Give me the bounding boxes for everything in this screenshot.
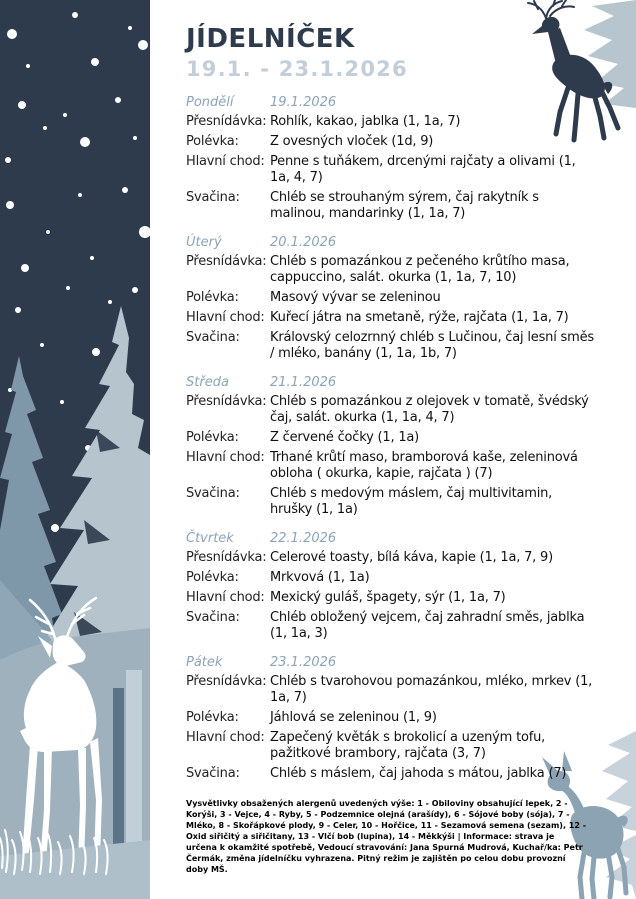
day-header: [186, 375, 596, 391]
winter-scene-sidebar: [0, 0, 150, 899]
meal-value: Chléb se strouhaným sýrem, čaj rakytník s malinou, mandarinky (1, 1a, 7): [270, 190, 539, 221]
allergen-info-footer: Vysvětlivky obsažených alergenů uvedených výše: 1 - Obiloviny obsahující lepek, 2 - Korýši, 3 - Vejce, 4 - Ryby, 5 - Podzemnice olejná (arašídy), 6 - Sójové boby (sója), 7 - Mléko, 8 - Skořápkové plody, 9 - Celer, 10 - Hořčice, 11 - Sezamová semena (sezam), 12 - Oxid siřičitý a siřičitany, 13 - Vlčí bob (lupina), 14 - Měkkýši | Informace: strava je určena k okamžité spotřebě, Vedoucí stravování: Jana Spurná Mudrová, Kuchař/ka: Petr Čermák, změna jídelníčku vyhrazena. Pitný režim je zajištěn po celou dobu provozní doby MŠ.: [186, 799, 587, 874]
meal-row: [186, 190, 596, 222]
meal-row: [186, 430, 596, 446]
day-date: 19.1.2026: [270, 95, 337, 110]
meal-row: [186, 290, 596, 306]
meal-row: [186, 766, 596, 782]
meal-row: [186, 590, 596, 606]
day-header: [186, 655, 596, 671]
meal-value: Chléb s pomazánkou z pečeného krůtího masa, cappuccino, salát. okurka (1, 1a, 7, 10): [270, 254, 570, 285]
meal-row: [186, 710, 596, 726]
day-date: 22.1.2026: [270, 531, 337, 546]
meal-row: [186, 134, 596, 150]
meal-value: Rohlík, kakao, jablka (1, 1a, 7): [270, 114, 461, 129]
meal-label: Přesnídávka:: [186, 394, 267, 409]
meal-value: Mexický guláš, špagety, sýr (1, 1a, 7): [270, 590, 506, 605]
meal-label: Svačina:: [186, 190, 240, 205]
day-name: Úterý: [186, 235, 222, 250]
meal-label: Polévka:: [186, 710, 239, 725]
menu-content: [186, 24, 596, 875]
meal-value: Mrkvová (1, 1a): [270, 570, 370, 585]
meal-row: [186, 114, 596, 130]
day-date: 21.1.2026: [270, 375, 337, 390]
meal-label: Přesnídávka:: [186, 674, 267, 689]
meal-value: Trhané krůtí maso, bramborová kaše, zeleninová obloha ( okurka, kapie, rajčata ) (7): [270, 450, 578, 481]
date-range-subtitle: 19.1. - 23.1.2026: [186, 57, 408, 81]
meal-label: Polévka:: [186, 430, 239, 445]
meal-row: [186, 674, 596, 706]
meal-value: Z červené čočky (1, 1a): [270, 430, 420, 445]
meal-label: Svačina:: [186, 610, 240, 625]
meal-value: Chléb s pomazánkou z olejovek v tomatě, švédský čaj, salát. okurka (1, 1a, 4, 7): [270, 394, 589, 425]
meal-value: Chléb s medovým máslem, čaj multivitamin, hrušky (1, 1a): [270, 486, 553, 517]
meal-row: [186, 486, 596, 518]
meal-value: Královský celozrnný chléb s Lučinou, čaj lesní směs / mléko, banány (1, 1a, 1b, 7): [270, 330, 594, 361]
day-header: [186, 531, 596, 547]
day-name: Středa: [186, 375, 229, 390]
day-header: [186, 95, 596, 111]
meal-label: Polévka:: [186, 134, 239, 149]
meal-label: Svačina:: [186, 766, 240, 781]
meal-row: [186, 730, 596, 762]
meal-row: [186, 450, 596, 482]
meal-label: Hlavní chod:: [186, 154, 265, 169]
day-section-wednesday: [186, 375, 596, 518]
meal-row: [186, 570, 596, 586]
day-date: 20.1.2026: [270, 235, 337, 250]
meal-row: [186, 330, 596, 362]
page-title: JÍDELNÍČEK: [186, 24, 355, 54]
deer-antlers: [528, 0, 574, 18]
meal-value: Zapečený květák s brokolicí a uzeným tofu, pažitkové brambory, rajčata (3, 7): [270, 730, 546, 761]
meal-label: Hlavní chod:: [186, 450, 265, 465]
meal-label: Polévka:: [186, 290, 239, 305]
meal-row: [186, 610, 596, 642]
meal-label: Svačina:: [186, 486, 240, 501]
meal-value: Masový vývar se zeleninou: [270, 290, 441, 305]
meal-label: Přesnídávka:: [186, 550, 267, 565]
meal-row: [186, 310, 596, 326]
meal-row: [186, 550, 596, 566]
meal-value: Z ovesných vloček (1d, 9): [270, 134, 434, 149]
meal-value: Celerové toasty, bílá káva, kapie (1, 1a, 7, 9): [270, 550, 553, 565]
meal-row: [186, 254, 596, 286]
meal-label: Přesnídávka:: [186, 114, 267, 129]
day-section-friday: [186, 655, 596, 782]
meal-label: Hlavní chod:: [186, 590, 265, 605]
meal-value: Chléb s tvarohovou pomazánkou, mléko, mrkev (1, 1a, 7): [270, 674, 593, 705]
day-name: Čtvrtek: [186, 531, 234, 546]
day-date: 23.1.2026: [270, 655, 337, 670]
winter-forest-illustration: [0, 0, 150, 899]
day-section-tuesday: [186, 235, 596, 362]
meal-label: Svačina:: [186, 330, 240, 345]
meal-value: Chléb s máslem, čaj jahoda s mátou, jablka (7): [270, 766, 567, 781]
meal-label: Hlavní chod:: [186, 730, 265, 745]
day-section-thursday: [186, 531, 596, 642]
meal-value: Kuřecí játra na smetaně, rýže, rajčata (1, 1a, 7): [270, 310, 569, 325]
meal-label: Polévka:: [186, 570, 239, 585]
meal-value: Chléb obložený vejcem, čaj zahradní směs, jablka (1, 1a, 3): [270, 610, 585, 641]
meal-value: Penne s tuňákem, drcenými rajčaty a olivami (1, 1a, 4, 7): [270, 154, 576, 185]
meal-label: Přesnídávka:: [186, 254, 267, 269]
day-section-monday: [186, 95, 596, 222]
meal-label: Hlavní chod:: [186, 310, 265, 325]
day-header: [186, 235, 596, 251]
meal-value: Jáhlová se zeleninou (1, 9): [270, 710, 437, 725]
meal-row: [186, 394, 596, 426]
meal-row: [186, 154, 596, 186]
day-name: Pondělí: [186, 95, 234, 110]
day-name: Pátek: [186, 655, 223, 670]
